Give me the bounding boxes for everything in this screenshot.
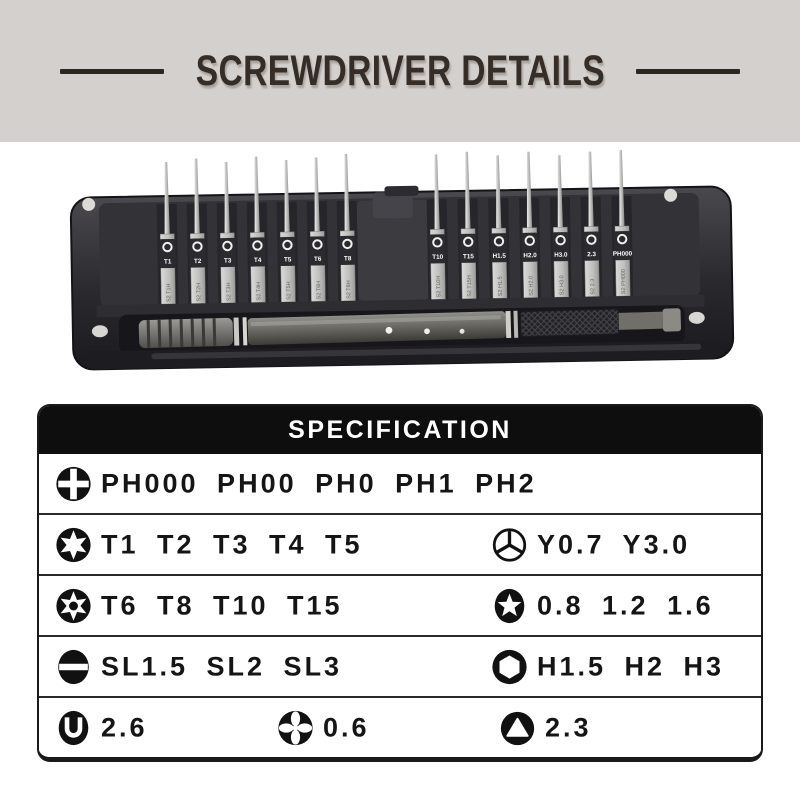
handle-collar [662, 308, 681, 331]
bit-label: T2 [193, 257, 202, 266]
bit [156, 162, 178, 304]
u-type-icon [55, 709, 92, 746]
bit-label: 2.3 [587, 251, 597, 259]
bit-etch-text: S2 T15H [466, 275, 474, 297]
handle-ring [243, 317, 248, 345]
spec-values: 2.6 [101, 712, 148, 742]
spec-values: T6 T8 T10 T15 [101, 590, 343, 620]
spec-header: SPECIFICATION [39, 406, 761, 454]
bit-etch-text: S2 T6H [316, 280, 323, 300]
bit-label: T5 [283, 256, 292, 264]
triangle-icon [499, 709, 536, 746]
bit-etch-text: S2 H1.5 [497, 276, 504, 297]
spec-cell [55, 587, 343, 624]
handle-ring [505, 311, 511, 338]
bit [336, 154, 359, 301]
handle-knurl-grip [520, 309, 619, 337]
bit [306, 157, 329, 301]
spec-row-u-ph-triangle [39, 696, 761, 757]
bit-label: H3.0 [554, 251, 568, 259]
bit-etch-text: S2 T3H [226, 282, 233, 302]
spec-cell [491, 587, 714, 624]
phillips-icon [55, 465, 92, 502]
spec-rows [39, 454, 761, 757]
bit [549, 155, 571, 297]
bit [457, 152, 480, 299]
handle-ring [234, 318, 240, 346]
spec-cell [55, 709, 148, 746]
bit [580, 151, 603, 296]
handle-ridged-cap [139, 318, 234, 349]
bit-etch-text: S2 PH000 [620, 268, 628, 295]
spec-cell [499, 709, 592, 746]
bit-label: T8 [343, 255, 352, 263]
bit [611, 150, 634, 296]
spec-values: H1.5 H2 H3 [537, 651, 725, 681]
spec-row-torx-y [39, 513, 761, 574]
bit-label: T1 [163, 258, 172, 266]
spec-cell [55, 526, 363, 563]
spec-values: T1 T2 T3 T4 T5 [101, 529, 363, 559]
bit-etch-text: S2 T2H [196, 282, 203, 302]
bit-etch-text: S2 H2.0 [528, 275, 535, 296]
y-type-icon [491, 526, 528, 563]
pentalobe-icon [491, 587, 528, 624]
spec-row-phillips [39, 454, 761, 513]
spec-cell [491, 648, 724, 685]
spec-values: 0.6 [323, 712, 370, 742]
bit [246, 156, 269, 302]
bit-label: H1.5 [492, 252, 506, 260]
spec-cell [55, 465, 537, 502]
bit-label: T15 [462, 253, 474, 261]
bit-etch-text: S2 2.3 [590, 278, 597, 295]
banner [0, 0, 800, 142]
banner-right-line [636, 69, 740, 74]
spec-cell [55, 648, 342, 685]
torx-icon [55, 526, 92, 563]
bit-etch-text: S2 H3.0 [559, 275, 566, 296]
spec-cell [277, 709, 370, 746]
bit-label: T4 [253, 256, 262, 265]
banner-left-line [60, 69, 164, 74]
case-latch [384, 186, 418, 197]
hex-icon [491, 648, 528, 685]
handle-ring [513, 311, 518, 338]
bit-etch-text: S2 T1H [166, 283, 173, 303]
spec-cell [491, 526, 690, 563]
slotted-icon [55, 648, 92, 685]
bit-label: PH000 [612, 250, 633, 258]
spec-row-slotted-hex [39, 635, 761, 696]
torx-security-icon [55, 587, 92, 624]
spec-values: Y0.7 Y3.0 [537, 529, 691, 559]
bit-label: T6 [313, 255, 322, 263]
spec-values: 2.3 [545, 712, 592, 742]
handle-shaft [619, 312, 663, 330]
bit [487, 155, 509, 298]
bit [426, 154, 449, 299]
bit [518, 152, 541, 298]
bit-etch-text: S2 T10H [435, 275, 443, 298]
product-photo [0, 142, 800, 392]
specification-table [37, 404, 763, 762]
bit-label: T3 [223, 257, 232, 265]
spec-values: PH000 PH00 PH0 PH1 PH2 [101, 468, 537, 498]
spec-values: SL1.5 SL2 SL3 [101, 651, 343, 681]
spec-row-torx-security-pentalobe [39, 574, 761, 635]
page-title: SCREWDRIVER DETAILS [195, 46, 605, 95]
spec-values: 0.8 1.2 1.6 [537, 590, 714, 620]
screwdriver-case-illustration [0, 142, 800, 392]
bit-etch-text: S2 T5H [286, 281, 293, 300]
bit-label: H2.0 [523, 252, 537, 260]
bit-etch-text: S2 T8H [346, 280, 353, 299]
phillips-small-icon [277, 709, 314, 746]
bit-label: T10 [432, 253, 444, 261]
bit [216, 162, 238, 303]
bit-etch-text: S2 T4H [256, 281, 263, 301]
bit [276, 160, 298, 302]
bit [186, 158, 209, 303]
